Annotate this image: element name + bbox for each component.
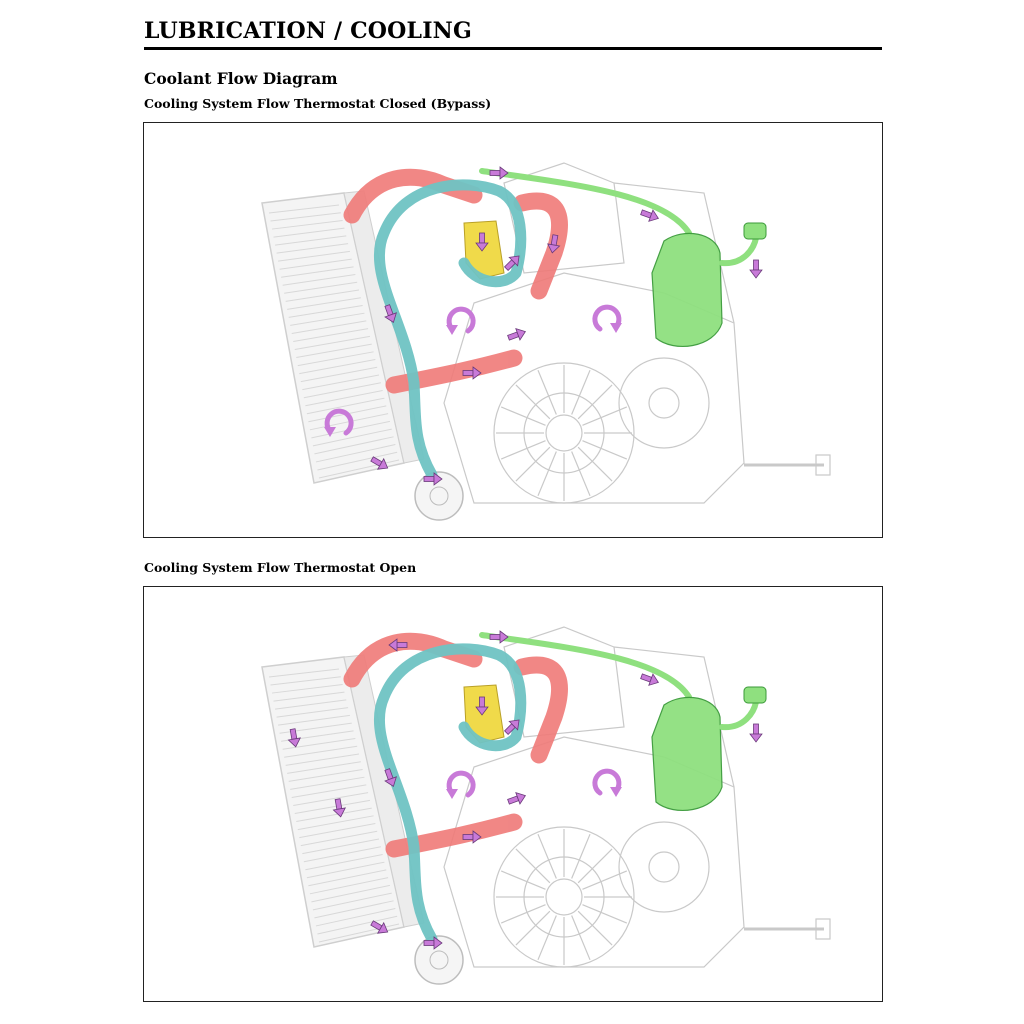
- coolant-flow-diagram-open: [143, 586, 883, 1002]
- figure-caption-open: Cooling System Flow Thermostat Open: [144, 560, 417, 575]
- coolant-reservoir: [652, 233, 722, 346]
- engine-illustration-bypass: [144, 123, 882, 537]
- reservoir-cap: [744, 687, 766, 703]
- circulation-arrow: [446, 773, 473, 799]
- flow-arrow: [506, 790, 527, 807]
- reservoir-neck: [722, 238, 756, 263]
- title-rule: [144, 47, 882, 50]
- flow-arrow: [750, 260, 762, 278]
- gear: [619, 358, 709, 448]
- circulation-arrow: [595, 771, 622, 797]
- section-heading: Coolant Flow Diagram: [144, 69, 338, 88]
- engine-illustration-open: [144, 587, 882, 1001]
- circulation-arrow: [595, 307, 622, 333]
- reservoir-neck: [722, 702, 756, 727]
- bypass-hose: [522, 665, 559, 755]
- figure-caption-bypass: Cooling System Flow Thermostat Closed (Bypass): [144, 96, 492, 111]
- engine-outline: [444, 163, 830, 503]
- engine-outline: [444, 627, 830, 967]
- coolant-reservoir: [652, 697, 722, 810]
- reservoir-cap: [744, 223, 766, 239]
- coolant-flow-diagram-bypass: [143, 122, 883, 538]
- flow-arrow: [506, 326, 527, 343]
- page-title: LUBRICATION / COOLING: [144, 18, 472, 44]
- flow-arrow: [750, 724, 762, 742]
- gear: [619, 822, 709, 912]
- circulation-arrow: [446, 309, 473, 335]
